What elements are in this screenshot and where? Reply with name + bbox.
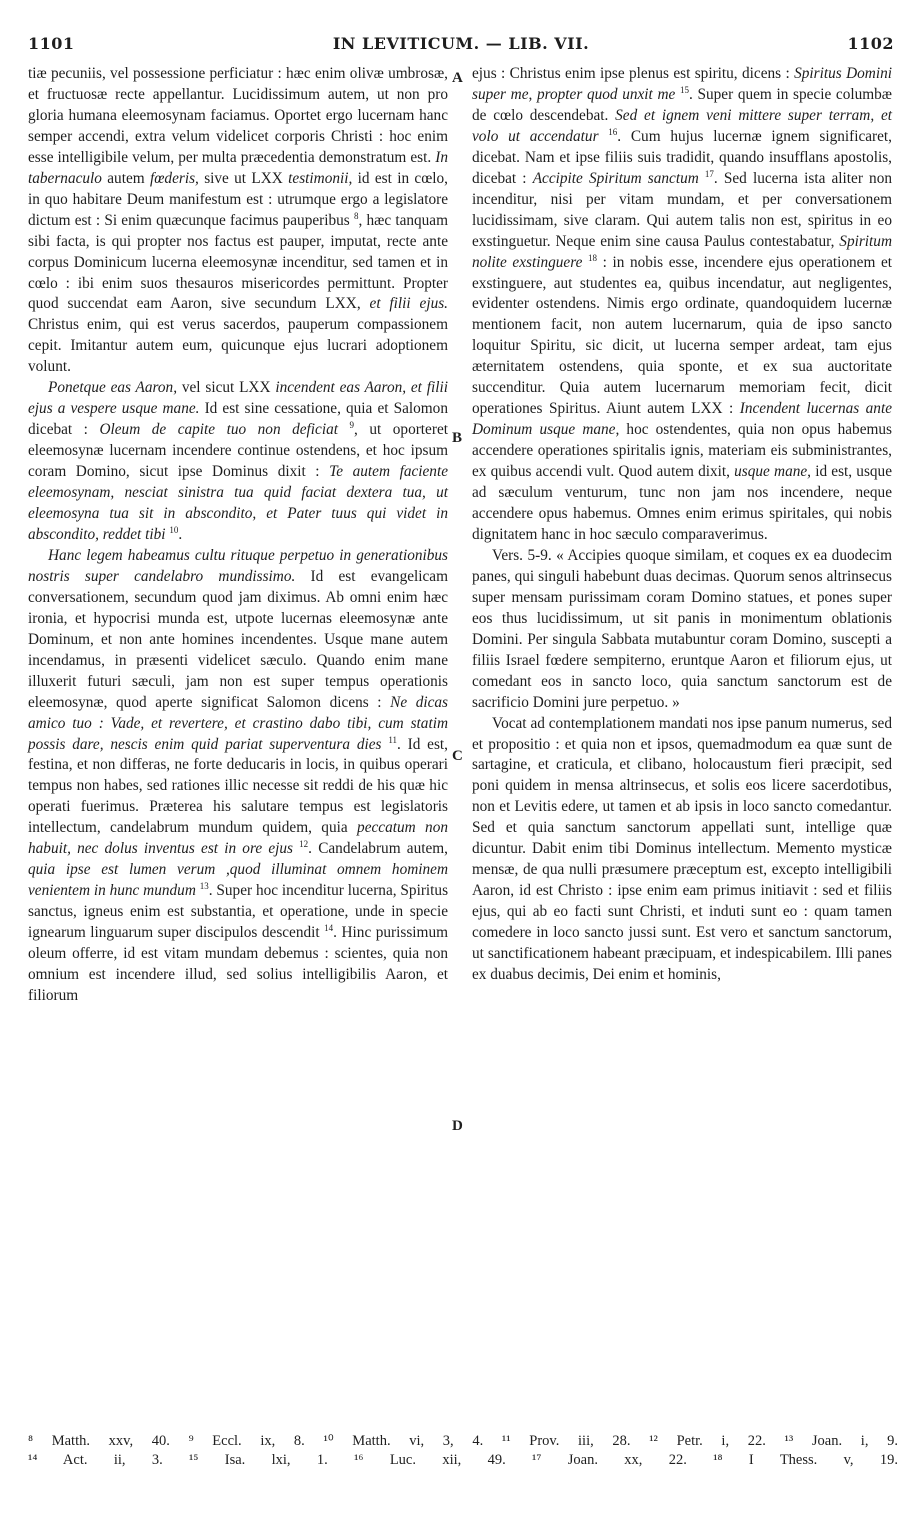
text-run: , hæc tanquam sibi facta, is qui propter nos factus est pauper, imputat, recte ante corpus Dominicum lucerna eleemosynæ incenditur, sed tamen et in cœlo : ibi enim suos thesauros misericordes permittunt. Propter quod succendat eam Aaron, sive secundum LXX,	[28, 211, 448, 313]
italic-run: Incendent lucernas ante Dominum usque mane,	[472, 400, 892, 439]
text-run: : in nobis esse, incendere ejus operationem et exstinguere, aut studentes ea, quibus incendatur, aut negligentes, evidenter ostendens. Nimis ergo ordinate, quandoquidem lucernæ mentionem facit, non autem lucernarum, quia de ipso sancto loquitur Spiritu, sic dicit, ut lucerna semper ardeat, tam ejus æternitatem ostendens, quia sponte, et ex sua auctoritate succenditur. Quia autem lucernarum memoriam fecit, dicit operationes Spiritus. Aiunt autem LXX :	[472, 253, 892, 418]
text-run: . Candelabrum autem,	[308, 840, 448, 858]
footnote-line-1: ⁸ Matth. xxv, 40. ⁹ Eccl. ix, 8. ¹⁰ Matth. vi, 3, 4. ¹¹ Prov. iii, 28. ¹² Petr. i, 22. ¹³ Joan. i, 9.	[28, 1433, 898, 1449]
italic-run: Ne dicas amico tuo : Vade, et revertere, et crastino dabo tibi, cum statim possis dare, nescis enim quid pariat superventura dies	[28, 693, 449, 753]
footnote-ref: 13	[199, 881, 209, 892]
text-run	[338, 421, 350, 438]
running-title: IN LEVITICUM. — LIB. VII.	[332, 34, 590, 53]
footnote-line-2: ¹⁴ Act. ii, 3. ¹⁵ Isa. lxi, 1. ¹⁶ Luc. xii, 49. ¹⁷ Joan. xx, 22. ¹⁸ I Thess. v, 19.	[28, 1452, 898, 1468]
footnotes	[28, 1432, 898, 1470]
italic-run: Sed et ignem veni mittere super terram, et volo ut accendatur	[472, 106, 893, 145]
footnote-ref: 11	[388, 734, 397, 745]
right-paragraph-3	[472, 714, 892, 986]
italic-run: quia ipse est lumen verum ,quod illuminat omnem hominem venientem in hunc mundum	[28, 861, 448, 900]
right-paragraph-1	[472, 64, 892, 546]
text-run: Christus enim, qui est verus sacerdos, pauperum compassionem cepit. Imitantur autem eum, quicunque ejus lucrari adoptionem volunt.	[28, 316, 448, 376]
text-run: .	[178, 525, 183, 543]
text-run: Vocat ad contemplationem mandati nos ipse panum numerus, sed et propositio : et quia non et ipsos, quemadmodum ea quæ sunt de sartagine, et craticula, et clibano, holocaustum fieri præcipit, sed poni quidem in mensa altrinsecus, et solis eos licere sacerdotibus, non et Levitis edere, ut tamen et ab ipsis in loco sancto comedantur. Sed et quia sanctum sanctorum appellati sunt, intellige quæ dicuntur. Dabit enim tibi Dominus intellectum. Memento mysticæ mensæ, de qua nulli præsumere præceptum est, excepto intelligibili Aaron, id est Christo : ipse enim eam primus initiavit : sed et filiis ejus, qui ab eo facti sunt Christi, et induti sunt eo : quam tamen comedere in loco sancto jussi sunt. Est vero et sanctum sanctorum, ut sanctificationem habeant præcipuam, et indespicabilem. Illi panes ex duabus decimis, Dei enim et hominis,	[472, 714, 892, 983]
footnote-ref: 16	[608, 126, 618, 137]
text-run: tiæ pecuniis, vel possessione perficiatur : hæc enim olivæ umbrosæ, et fructuosæ recte appellantur. Lucidissimum autem, ut non pro gloria humana eleemosynam faciamus. Oportet ergo lucernam hanc semper accendi, extra velum videlicet corporis Christi : hoc enim esse intelligibile velum, per multa præcedentia demonstratum est.	[28, 65, 448, 166]
text-run: autem	[101, 169, 150, 187]
text-run: hoc ostendentes, quia non opus habemus accendere operationes spiritalis ignis, materiam eis subministrantes, ex quibus accendi vult. Quod autem dixit,	[472, 421, 892, 481]
margin-letter-a: A	[452, 70, 463, 86]
italic-run: Ponetque eas Aaron,	[48, 379, 178, 397]
italic-run: fœderis,	[149, 169, 199, 187]
italic-run: peccatum non habuit, nec dolus inventus est in ore ejus	[28, 819, 448, 858]
text-run: . Id est, festina, et non differas, ne forte deducaris in locis, in quibus operari tempus non habes, sed rationes illic necesse sit reddi de his quæ hic operati fuerimus. Præterea his salutare tempus est legislatoris intellectum, candelabrum mundum quidem, quia	[28, 735, 448, 837]
footnote-ref: 17	[704, 168, 714, 179]
text-run: id est, usque ad sæculum venturum, tunc non jam nos incendere, neque accendere opus habemus. Omnes enim erimus spiritales, qui nobis dignitatem hanc in hoc sæculo comparaverimus.	[472, 463, 892, 543]
text-run	[599, 128, 609, 145]
footnote-ref: 15	[679, 84, 689, 95]
italic-run: Te autem faciente eleemosynam, nesciat sinistra tua quid faciat dextera tua, ut eleemosyna tua sit in abscondito, et Pater tuus qui videt in abscondito, reddet tibi	[28, 463, 448, 543]
text-run: , ut oporteret eleemosynæ lucernam incendere continue ostendens, et hoc ipsum coram Domino, sicut ipse Dominus dixit :	[28, 421, 448, 481]
italic-run: Accipite Spiritum sanctum	[532, 169, 699, 187]
footnote-ref: 8	[353, 210, 359, 221]
right-paragraph-2	[472, 546, 892, 714]
left-paragraph-2	[28, 378, 448, 546]
italic-run: In tabernaculo	[28, 148, 448, 187]
text-run: . Super quem in specie columbæ de cœlo descendebat.	[472, 85, 892, 124]
left-paragraph-1	[28, 64, 448, 378]
italic-run: incendent eas Aaron, et filii ejus a vespere usque mane.	[28, 379, 448, 418]
margin-letter-b: B	[452, 430, 463, 446]
text-run: ejus : Christus enim ipse plenus est spiritu, dicens :	[472, 65, 795, 82]
footnote-ref: 18	[588, 252, 597, 263]
footnote-ref: 9	[349, 420, 355, 431]
text-run: Id est evangelicam conversationem, secundum quod jam diximus. Ab omni enim hæc ironia, et hypocrisi munda est, utpote lucernas eleemosynæ ante Dominum, et non ante homines incendentes. Usque mane autem incendamus, in præsenti videlicet sæculo. Quando enim mane illuxerit futuri sæculi, jam non est super tempus operationis eleemosynæ, quod aperte significat Salomon dicens :	[28, 567, 448, 711]
margin-letter-d: D	[452, 1118, 463, 1134]
text-run: id est in cœlo, in quo habitare Deum manifestum est : utrumque ergo a legislatore dictum est : Si enim quæcunque facimus pauperibus	[28, 169, 448, 229]
text-run: . Cum hujus lucernæ ignem significaret, dicebat. Nam et ipse filiis suis tradidit, quando insufflans apostolis, dicebat :	[472, 127, 892, 187]
text-run: . Hinc purissimum oleum offerre, id est vitam mundam debemus : scientes, quia non omnium est incendere illud, sed solius intelligibilis Aaron, et filiorum	[28, 924, 449, 1004]
right-column	[472, 64, 892, 986]
text-run: Vers. 5-9. « Accipies quoque similam, et coques ex ea duodecim panes, qui singuli habebunt duas decimas. Quorum senos altrinsecus super mensam purissimam coram Domino statues, et pones super eos thus lucidissimum, ut sit panis in monimentum oblationis Domini. Per singula Sabbata mutabuntur coram Domino, suscepti a filiis Israel fœdere sempiterno, eruntque Aaron et filiorum ejus, ut comedant eos in sancto loco, quia sanctum sanctorum est de sacrificio Domini jure perpetuo. »	[472, 546, 892, 711]
text-run: sive ut LXX	[198, 169, 289, 187]
italic-run: Spiritus Domini super me, propter quod unxit me	[472, 65, 892, 103]
italic-run: Hanc legem habeamus cultu rituque perpetuo in generationibus nostris super candelabro mundissimo.	[28, 546, 448, 585]
footnote-ref: 12	[299, 839, 309, 850]
italic-run: Spiritum nolite exstinguere	[472, 232, 892, 271]
left-paragraph-3	[28, 546, 448, 1007]
page-header	[28, 34, 894, 56]
left-column	[28, 64, 448, 1007]
text-run: . Sed lucerna ista aliter non incenditur, nisi per vitam mundam, et per conversationem lucidissimam, sive claram. Qui autem talis non est, spiritus in eo exstinguetur. Neque enim sine causa Paulus contestabatur,	[472, 169, 892, 250]
italic-run: Oleum de capite tuo non deficiat	[99, 421, 338, 439]
text-run: . Super hoc incenditur lucerna, Spiritus sanctus, igneus enim est substantia, et operatione, unde in specie ignearum linguarum super discipulos descendit	[28, 882, 449, 942]
margin-letter-c: C	[452, 748, 463, 764]
page-number-left: 1101	[28, 34, 75, 53]
footnote-ref: 10	[169, 524, 179, 535]
footnote-ref: 14	[324, 922, 334, 933]
italic-run: et filii ejus.	[369, 295, 449, 313]
text-run: vel sicut LXX	[177, 379, 276, 397]
italic-run: testimonii,	[288, 169, 353, 187]
italic-run: usque mane,	[734, 463, 811, 481]
page-number-right: 1102	[847, 34, 894, 53]
text-run: Id est sine cessatione, quia et Salomon dicebat :	[28, 400, 448, 439]
